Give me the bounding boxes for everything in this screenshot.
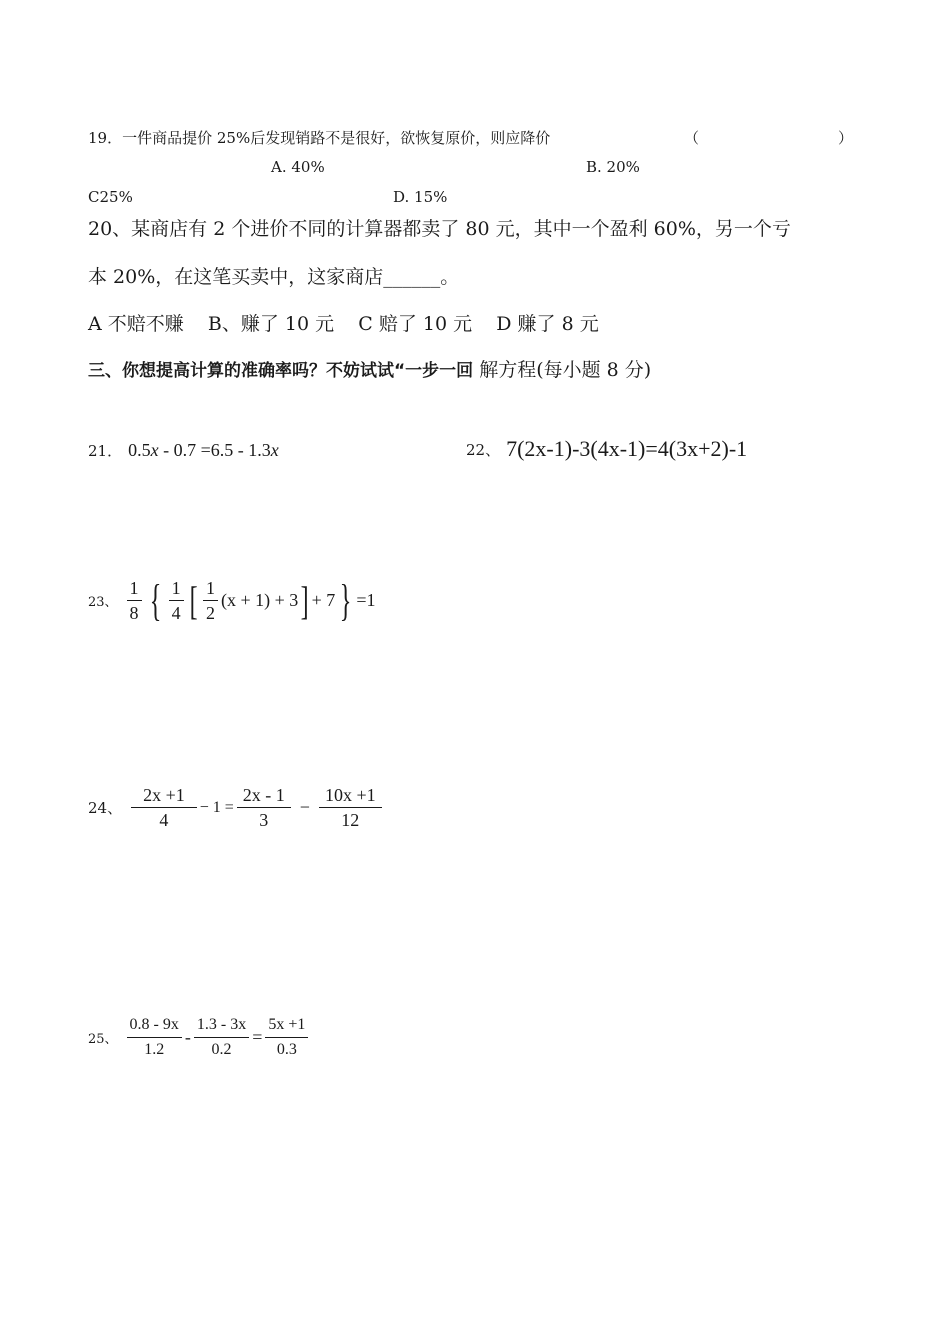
q25-fraction-1: $\frac{0.8 - 9x}{1.2}$: [127, 1015, 182, 1060]
q22-label: 22、: [466, 440, 501, 459]
q21-equation: [88, 440, 279, 461]
q25-fraction-2: $\frac{1.3 - 3x}{0.2}$: [194, 1015, 249, 1060]
q19-option-b: B. 20%: [586, 158, 640, 176]
q23-label: 23、: [88, 595, 118, 610]
q21-var-2: x: [270, 440, 279, 460]
section3-heading-bold: 三、你想提高计算的准确率吗？不妨试试“一步一回: [88, 361, 474, 381]
q25-fraction-3: $\frac{5x +1}{0.3}$: [265, 1015, 308, 1060]
q21-label: 21．: [88, 442, 123, 460]
q19-stem: 19．一件商品提价 25%后发现销路不是很好，欲恢复原价，则应降价: [88, 129, 551, 147]
q22-expression: 7(2x-1)-3(4x-1)=4(3x+2)-1: [506, 436, 748, 461]
q23-equation: [88, 575, 376, 625]
q23-rhs: =1: [356, 590, 376, 610]
right-bracket: ]: [300, 577, 309, 623]
q23-fraction-2: $\frac{1}{4}$: [169, 578, 184, 623]
section3-heading-normal: 解方程(每小题 8 分): [473, 359, 652, 381]
q19-option-c: C25%: [88, 188, 133, 206]
q24-minus: −: [299, 797, 310, 817]
q20-options: A 不赔不赚 B、赚了 10 元 C 赔了 10 元 D 赚了 8 元: [88, 313, 599, 335]
q21-term-b: - 0.7 =6.5 - 1.3: [158, 440, 271, 460]
q24-equation: [88, 785, 385, 830]
q24-fraction-1: $\frac{2x +1}{4}$: [131, 785, 197, 830]
q19-option-a: A. 40%: [271, 158, 325, 176]
q23-plus7: + 7: [311, 590, 336, 610]
q19-option-d: D. 15%: [393, 188, 448, 206]
left-bracket: [: [189, 577, 198, 623]
q19-paren-open: （: [684, 129, 700, 147]
q21-var-1: x: [150, 440, 159, 460]
q25-equation: [88, 1015, 311, 1060]
q25-label: 25、: [88, 1032, 118, 1047]
q21-term-a: 0.5: [128, 440, 151, 460]
section3-heading: [88, 355, 651, 382]
q23-inner: (x + 1) + 3: [221, 590, 299, 610]
q24-minus-one: − 1 =: [199, 798, 234, 816]
q23-fraction-3: $\frac{1}{2}$: [203, 578, 218, 623]
q20-line2: 本 20%，在这笔买卖中，这家商店______。: [88, 266, 460, 288]
q20-line1: 20、某商店有 2 个进价不同的计算器都卖了 80 元，其中一个盈利 60%，另一个亏: [88, 218, 791, 240]
q24-fraction-2: $\frac{2x - 1}{3}$: [237, 785, 291, 830]
q24-label: 24、: [88, 799, 123, 817]
q25-equals: =: [252, 1027, 263, 1047]
q19-paren-close: ）: [838, 129, 854, 147]
q24-fraction-3: $\frac{10x +1}{12}$: [319, 785, 382, 830]
q25-minus: -: [184, 1027, 191, 1047]
right-brace: }: [340, 575, 352, 625]
q23-fraction-1: $\frac{1}{8}$: [127, 578, 142, 623]
left-brace: {: [149, 575, 161, 625]
q22-equation: [466, 436, 747, 462]
